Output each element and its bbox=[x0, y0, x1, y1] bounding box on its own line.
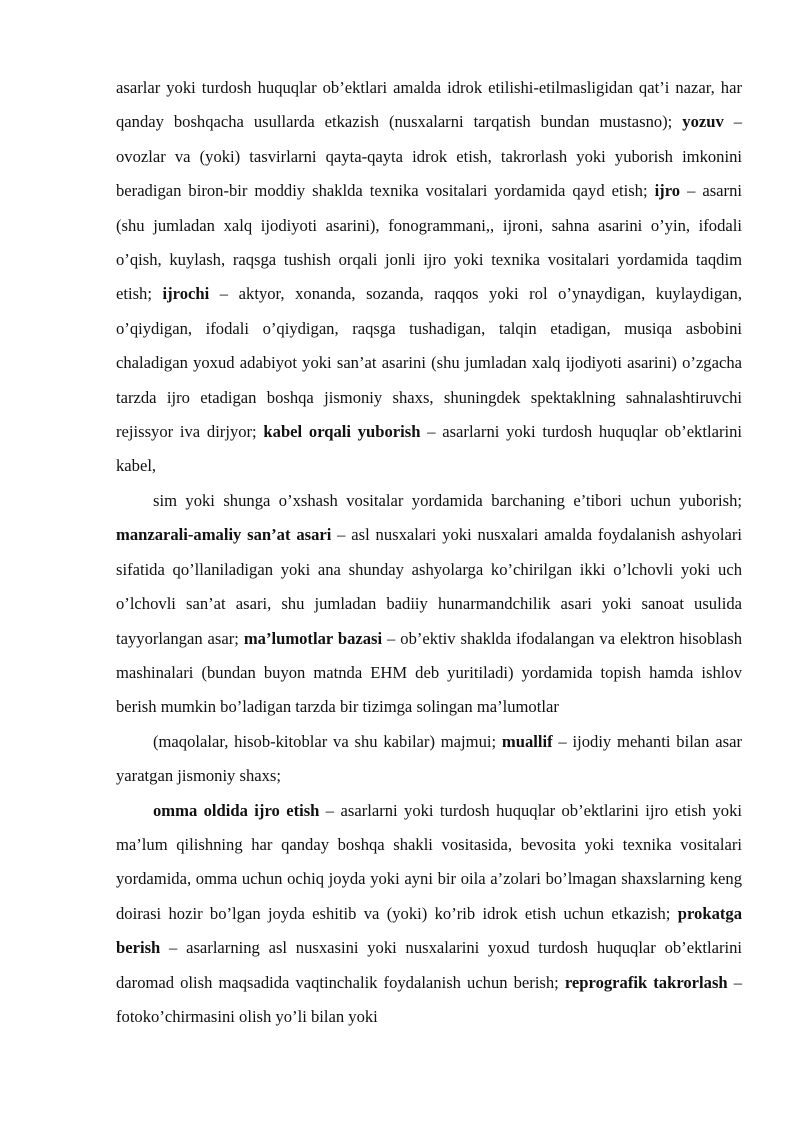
text-segment: asarlar yoki turdosh huquqlar ob’ektlari amalda idrok etilishi-etilmasligidan qat’i nazar, har qanday boshqacha usullarda etkazish (nusxalarni tarqatish bundan mustasno); bbox=[116, 78, 742, 132]
term-prokatga-berish: prokatga berish bbox=[116, 903, 742, 958]
term-ijro: ijro bbox=[654, 181, 681, 201]
document-page bbox=[116, 71, 742, 1034]
text-segment: (maqolalar, hisob-kitoblar va shu kabilar) majmui; bbox=[153, 731, 502, 751]
paragraph-4 bbox=[116, 794, 742, 1035]
term-omma-oldida-ijro-etish: omma oldida ijro etish bbox=[153, 800, 320, 820]
text-segment: – fotoko’chirmasini olish yo’li bilan yoki bbox=[116, 972, 742, 1026]
text-segment: – aktyor, xonanda, sozanda, raqqos yoki rol o’ynaydigan, kuylaydigan, o’qiydigan, ifodali o’qiydigan, raqsga tushadigan, talqin etadigan, musiqa asbobini chaladigan yoxud adabiyot yoki san’at asarini (shu jumladan xalq ijodiyoti asarini) o’zgacha tarzda ijro etadigan boshqa jismoniy shaxs, shuningdek spektaklning sahnalashtiruvchi rejissyor iva dirjyor; bbox=[116, 284, 742, 442]
term-malumotlar-bazasi: ma’lumotlar bazasi bbox=[243, 628, 383, 648]
text-segment: – ijodiy mehanti bilan asar yaratgan jismoniy shaxs; bbox=[116, 731, 742, 786]
paragraph-1 bbox=[116, 71, 742, 484]
term-ijrochi: ijrochi bbox=[162, 284, 210, 304]
text-segment: – asarlarni yoki turdosh huquqlar ob’ektlarini ijro etish yoki ma’lum qilishning har qanday boshqa shakli vositasida, bevosita yoki texnika vositalari yordamida, omma uchun ochiq joyda yoki ayni bir oila a’zolari bo’lmagan shaxslarning keng doirasi hozir bo’lgan joyda eshitib va (yoki) ko’rib idrok etish uchun etkazish; bbox=[116, 800, 742, 923]
text-segment: – asl nusxalari yoki nusxalari amalda foydalanish ashyolari sifatida qo’llaniladigan yoki ana shunday ashyolarga ko’chirilgan ikki o’lchovli yoki uch o’lchovli san’at asari, shu jumladan badiiy hunarmandchilik asari yoki sanoat usulida tayyorlangan asar; bbox=[116, 525, 742, 648]
text-segment: – ovozlar va (yoki) tasvirlarni qayta-qayta idrok etish, takrorlash yoki yuborish imkonini beradigan biron-bir moddiy shaklda texnika vositalari yordamida qayd etish; bbox=[116, 112, 743, 201]
term-yozuv: yozuv bbox=[682, 112, 724, 132]
text-segment: sim yoki shunga o’xshash vositalar yordamida barchaning e’tibori uchun yuborish; bbox=[153, 490, 742, 510]
term-kabel-orqali-yuborish: kabel orqali yuborish bbox=[263, 422, 421, 442]
paragraph-3 bbox=[116, 725, 742, 794]
text-segment: – asarlarning asl nusxasini yoki nusxalarini yoxud turdosh huquqlar ob’ektlarini daromad olish maqsadida vaqtinchalik foydalanish uchun berish; bbox=[116, 938, 742, 992]
text-segment: – asarni (shu jumladan xalq ijodiyoti asarini), fonogrammani,, ijroni, sahna asarini o’yin, ifodali o’qish, kuylash, raqsga tushish orqali jonli ijro yoki texnika vositalari yordamida taqdim etish; bbox=[116, 181, 742, 304]
term-manzarali-amaliy-sanat-asari: manzarali-amaliy san’at asari bbox=[116, 525, 332, 545]
term-muallif: muallif bbox=[501, 731, 553, 751]
term-reprografik-takrorlash: reprografik takrorlash bbox=[564, 972, 728, 992]
paragraph-2 bbox=[116, 484, 742, 725]
text-segment: – ob’ektiv shaklda ifodalangan va elektron hisoblash mashinalari (bundan buyon matnda EHM deb yuritiladi) yordamida topish hamda ishlov berish mumkin bo’ladigan tarzda bir tizimga solingan ma’lumotlar bbox=[116, 628, 742, 717]
text-segment: – asarlarni yoki turdosh huquqlar ob’ektlarini kabel, bbox=[116, 422, 742, 476]
